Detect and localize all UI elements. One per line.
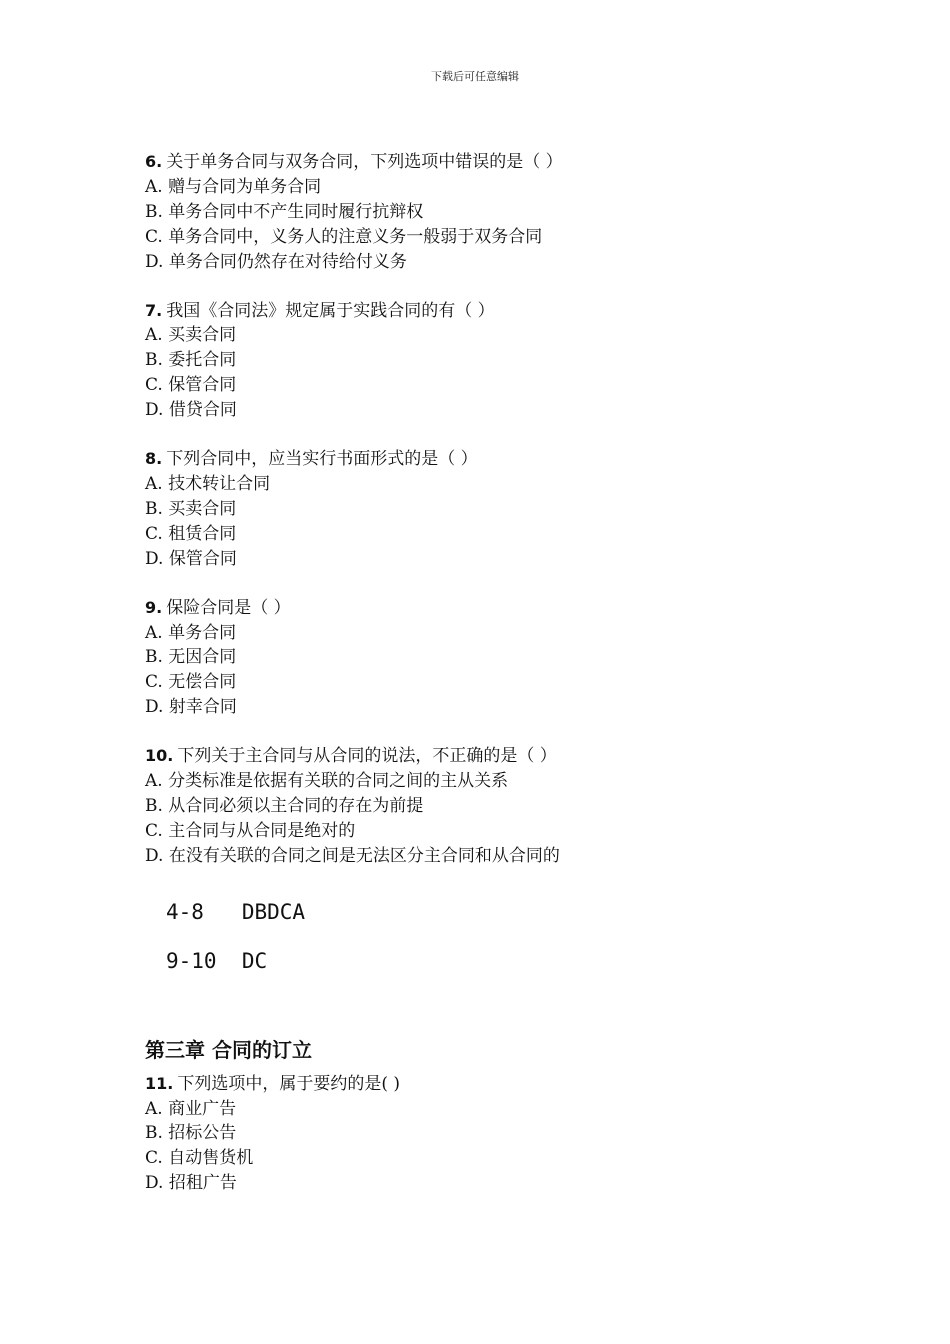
option-c: C. 单务合同中，义务人的注意义务一般弱于双务合同 — [145, 226, 543, 247]
question-number: 11. — [145, 1073, 174, 1093]
answer-line: 4-8 DBDCA — [166, 899, 306, 924]
question-7 — [145, 299, 845, 424]
option-b: B. 买卖合同 — [145, 498, 237, 519]
option-d: D. 射幸合同 — [145, 697, 237, 718]
question-number: 9. — [145, 597, 163, 617]
question-text: 下列选项中，属于要约的是( ) — [177, 1073, 401, 1094]
document-body — [145, 150, 845, 1196]
option-c: C. 无偿合同 — [145, 672, 237, 693]
question-title — [145, 299, 845, 324]
option-d: D. 保管合同 — [145, 548, 237, 569]
option-b: B. 无因合同 — [145, 647, 237, 668]
option-c: C. 租赁合同 — [145, 523, 237, 544]
question-title — [145, 596, 845, 621]
question-9 — [145, 596, 845, 721]
question-number: 6. — [145, 152, 163, 171]
option-b: B. 委托合同 — [145, 350, 237, 371]
question-text: 下列关于主合同与从合同的说法，不正确的是（ ） — [177, 746, 557, 767]
question-title — [145, 447, 845, 472]
question-number: 7. — [145, 300, 163, 320]
question-title — [145, 150, 845, 175]
question-text: 保险合同是（ ） — [166, 597, 291, 618]
option-d: D. 在没有关联的合同之间是无法区分主合同和从合同的 — [145, 845, 560, 866]
option-d: D. 借贷合同 — [145, 400, 237, 421]
question-number: 10. — [145, 746, 174, 766]
question-number: 8. — [145, 449, 163, 469]
answer-line: 9-10 DC — [166, 948, 268, 973]
option-c: C. 保管合同 — [145, 375, 237, 396]
question-text: 我国《合同法》规定属于实践合同的有（ ） — [166, 300, 495, 321]
option-a: A. 商业广告 — [145, 1098, 237, 1119]
question-text: 下列合同中，应当实行书面形式的是（ ） — [166, 449, 478, 470]
option-a: A. 买卖合同 — [145, 325, 237, 346]
question-text: 关于单务合同与双务合同，下列选项中错误的是（ ） — [166, 152, 563, 172]
question-10 — [145, 744, 845, 869]
option-b: B. 单务合同中不产生同时履行抗辩权 — [145, 201, 424, 222]
option-b: B. 从合同必须以主合同的存在为前提 — [145, 795, 424, 816]
question-title — [145, 1072, 845, 1097]
option-a: A. 单务合同 — [145, 622, 237, 643]
question-8 — [145, 447, 845, 572]
question-11 — [145, 1072, 845, 1197]
option-c: C. 主合同与从合同是绝对的 — [145, 820, 356, 841]
option-b: B. 招标公告 — [145, 1123, 237, 1144]
question-title — [145, 744, 845, 769]
option-d: D. 单务合同仍然存在对待给付义务 — [145, 251, 407, 272]
option-c: C. 自动售货机 — [145, 1148, 254, 1169]
answer-key — [145, 899, 845, 974]
option-a: A. 技术转让合同 — [145, 473, 271, 494]
question-6 — [145, 150, 845, 275]
chapter-heading: 第三章 合同的订立 — [145, 1037, 312, 1062]
option-d: D. 招租广告 — [145, 1173, 237, 1194]
page-header-note: 下载后可任意编辑 — [431, 70, 519, 83]
option-a: A. 分类标准是依据有关联的合同之间的主从关系 — [145, 771, 509, 792]
option-a: A. 赠与合同为单务合同 — [145, 176, 322, 197]
